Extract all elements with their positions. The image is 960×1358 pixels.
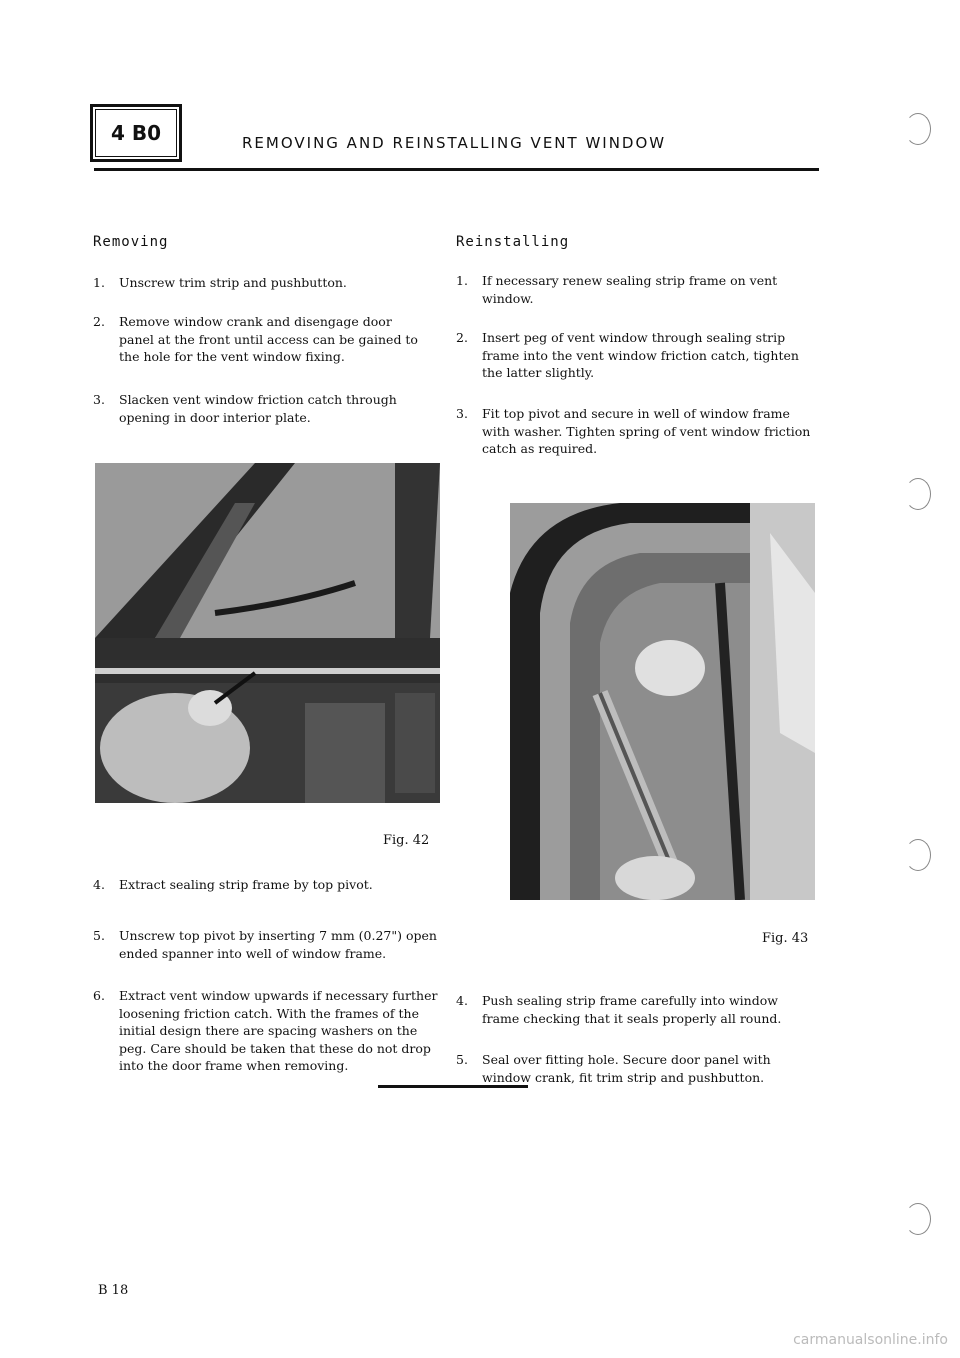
reinstalling-heading: Reinstalling xyxy=(456,234,570,250)
step-text: Extract sealing strip frame by top pivot. xyxy=(119,877,373,892)
step-number: 6. xyxy=(93,988,105,1003)
step-text: Unscrew top pivot by inserting 7 mm (0.27") open ended spanner into well of window frame. xyxy=(119,928,437,961)
binder-hole-icon xyxy=(905,839,931,871)
reinstalling-step-2 xyxy=(456,329,811,382)
figure-43-photo xyxy=(510,503,815,900)
step-text: Insert peg of vent window through sealing strip frame into the vent window friction catch, tighten the latter slightly. xyxy=(482,330,799,380)
removing-step-3 xyxy=(93,391,423,426)
vent-window-install-illustration xyxy=(510,503,815,900)
step-text: Remove window crank and disengage door panel at the front until access can be gained to the hole for the vent window fixing. xyxy=(119,314,418,364)
step-number: 2. xyxy=(93,314,105,329)
step-number: 4. xyxy=(456,993,468,1008)
step-text: Unscrew trim strip and pushbutton. xyxy=(119,275,347,290)
footer-watermark: carmanualsonline.info xyxy=(793,1332,948,1348)
binder-hole-icon xyxy=(905,113,931,145)
step-number: 5. xyxy=(93,928,105,943)
step-text: Extract vent window upwards if necessary further loosening friction catch. With the frames of the initial design there are spacing washers on the peg. Care should be taken that these do not drop into the door frame when removing. xyxy=(119,988,438,1073)
vent-window-removal-illustration xyxy=(95,463,440,803)
step-number: 3. xyxy=(456,406,468,421)
section-code: 4 B0 xyxy=(95,109,177,157)
removing-step-6 xyxy=(93,987,438,1075)
step-text: Slacken vent window friction catch through opening in door interior plate. xyxy=(119,392,397,425)
removing-heading: Removing xyxy=(93,234,169,250)
removing-step-4 xyxy=(93,876,438,894)
footer-rule xyxy=(378,1085,528,1088)
step-text: Seal over fitting hole. Secure door panel with window crank, fit trim strip and pushbutton. xyxy=(482,1052,771,1085)
figure-42-photo xyxy=(95,463,440,803)
section-code-box xyxy=(90,104,182,162)
step-text: Push sealing strip frame carefully into window frame checking that it seals properly all round. xyxy=(482,993,782,1026)
step-number: 4. xyxy=(93,877,105,892)
figure-43-caption: Fig. 43 xyxy=(762,931,809,946)
binder-hole-icon xyxy=(905,1203,931,1235)
step-number: 3. xyxy=(93,392,105,407)
reinstalling-step-3 xyxy=(456,405,811,458)
reinstalling-step-1 xyxy=(456,272,811,307)
figure-42-caption: Fig. 42 xyxy=(383,833,430,848)
header-rule xyxy=(94,168,819,171)
removing-step-5 xyxy=(93,927,438,962)
page-title: REMOVING AND REINSTALLING VENT WINDOW xyxy=(242,134,667,152)
binder-hole-icon xyxy=(905,478,931,510)
step-text: Fit top pivot and secure in well of window frame with washer. Tighten spring of vent window friction catch as required. xyxy=(482,406,811,456)
removing-step-2 xyxy=(93,313,423,366)
step-number: 5. xyxy=(456,1052,468,1067)
step-number: 1. xyxy=(456,273,468,288)
reinstalling-step-4 xyxy=(456,992,816,1027)
removing-step-1 xyxy=(93,274,423,292)
step-number: 2. xyxy=(456,330,468,345)
step-text: If necessary renew sealing strip frame on vent window. xyxy=(482,273,778,306)
reinstalling-step-5 xyxy=(456,1051,816,1086)
step-number: 1. xyxy=(93,275,105,290)
page-number: B 18 xyxy=(98,1283,129,1298)
